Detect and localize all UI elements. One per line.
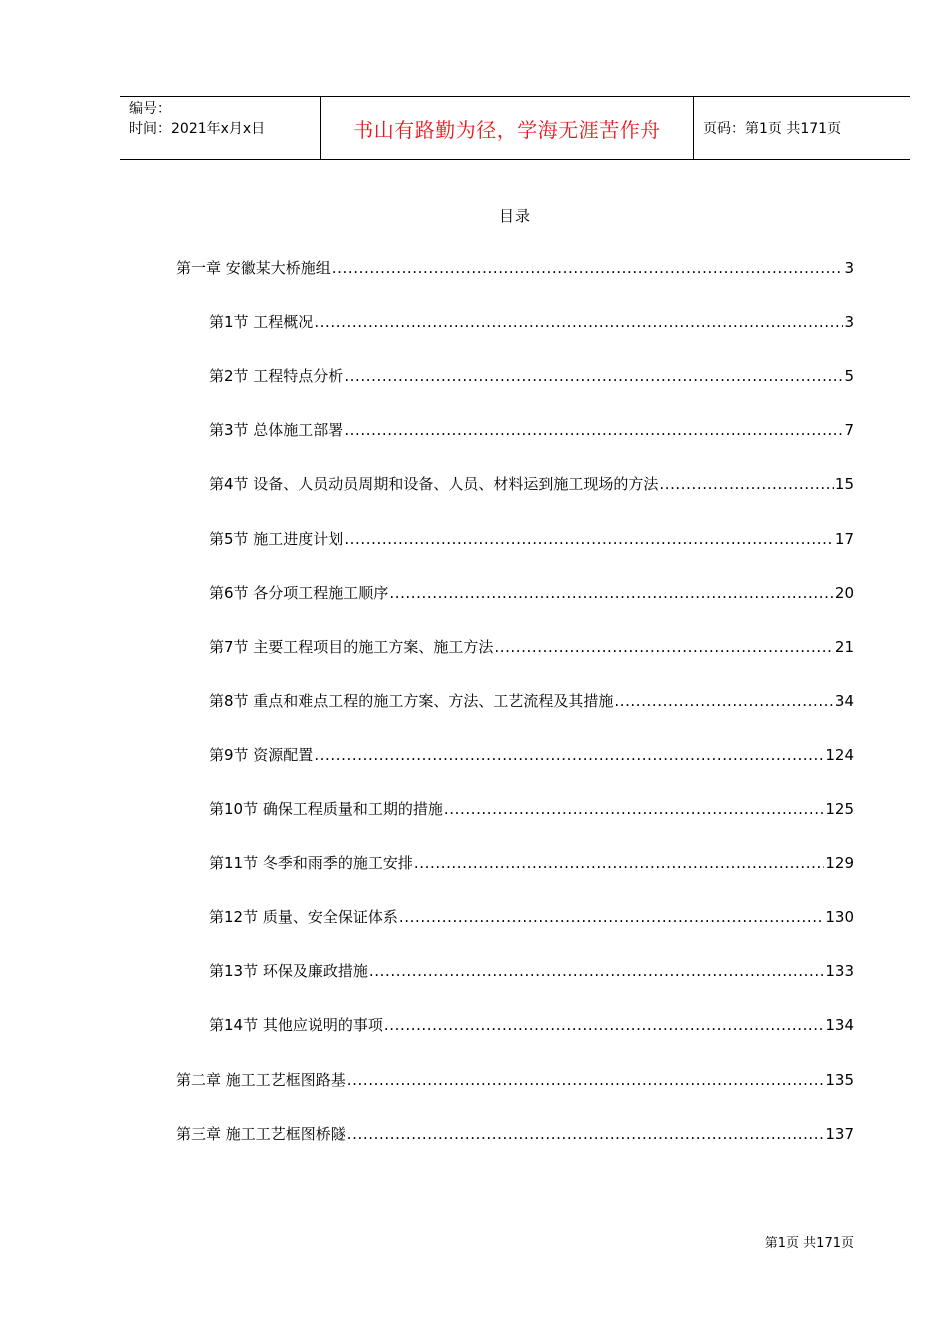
toc-entry-page: 133 [825,962,854,981]
toc-entry-label: 第三章 施工工艺框图桥隧 [176,1124,346,1143]
motto-text: 书山有路勤为径，学海无涯苦作舟 [353,117,661,142]
toc-entry-label: 第13节 环保及廉政措施 [209,962,368,981]
toc-entry-label: 第5节 施工进度计划 [209,529,344,548]
toc-entry-label: 第3节 总体施工部署 [209,421,344,440]
toc-entry-page: 124 [825,745,854,764]
toc-entry[interactable] [209,472,854,496]
toc-entry-page: 134 [825,1016,854,1035]
toc-entry[interactable] [209,527,854,551]
toc-dot-leader [444,797,825,821]
toc-entry-label: 第二章 施工工艺框图路基 [176,1070,346,1089]
toc-entry-page: 7 [844,421,854,440]
toc-dot-leader [347,1068,825,1092]
toc-entry[interactable] [176,256,854,280]
toc-entry[interactable] [209,689,854,713]
toc-entry-page: 5 [844,367,854,386]
header-motto-cell [321,97,694,159]
toc-entry[interactable] [209,797,854,821]
toc-entry-label: 第8节 重点和难点工程的施工方案、方法、工艺流程及其措施 [209,691,614,710]
toc-entry-page: 130 [825,908,854,927]
toc-entry[interactable] [209,635,854,659]
toc-entry[interactable] [176,1122,854,1146]
toc-entry-page: 135 [825,1070,854,1089]
toc-entry-page: 34 [834,691,854,710]
toc-entry[interactable] [209,905,854,929]
toc-entry-page: 3 [844,313,854,332]
toc-dot-leader [414,851,825,875]
document-header [120,96,910,160]
toc-dot-leader [332,256,844,280]
toc-dot-leader [344,364,843,388]
toc-entry-page: 129 [825,854,854,873]
header-left-cell [120,97,321,159]
toc-entry[interactable] [176,1068,854,1092]
toc-dot-leader [347,1122,825,1146]
toc-entry-page: 17 [834,529,854,548]
toc-dot-leader [344,527,834,551]
toc-entry-label: 第6节 各分项工程施工顺序 [209,583,389,602]
serial-label: 编号： [129,101,171,117]
toc-entry[interactable] [209,743,854,767]
toc-entry-label: 第一章 安徽某大桥施组 [176,259,331,277]
toc-entry-page: 15 [834,475,854,494]
toc-dot-leader [659,472,834,496]
toc-entry[interactable] [209,310,854,334]
header-page-cell [694,97,910,159]
toc-entry-label: 第10节 确保工程质量和工期的措施 [209,800,443,818]
toc-entry-page: 20 [834,583,854,602]
toc-entry-label: 第7节 主要工程项目的施工方案、施工方法 [209,637,494,656]
toc-dot-leader [314,743,824,767]
toc-entry-label: 第2节 工程特点分析 [209,367,344,386]
toc-entry-label: 第4节 设备、人员动员周期和设备、人员、材料运到施工现场的方法 [209,475,659,494]
toc-dot-leader [344,418,843,442]
toc-entry[interactable] [209,581,854,605]
toc-entry[interactable] [209,959,854,983]
toc-dot-leader [384,1013,825,1037]
toc-entry-label: 第14节 其他应说明的事项 [209,1016,383,1035]
toc-dot-leader [399,905,825,929]
footer-page-info: 第1页 共171页 [764,1236,854,1251]
toc-entry[interactable] [209,1013,854,1037]
toc-entry-label: 第1节 工程概况 [209,313,314,332]
toc-dot-leader [614,689,834,713]
toc-entry[interactable] [209,418,854,442]
toc-entry[interactable] [209,364,854,388]
toc-entry-label: 第12节 质量、安全保证体系 [209,908,398,927]
toc-entry-page: 125 [825,800,854,818]
toc-entry[interactable] [209,851,854,875]
toc-entry-label: 第11节 冬季和雨季的施工安排 [209,854,413,873]
header-page-info: 页码：第1页 共171页 [703,121,842,137]
toc-entry-page: 3 [844,259,854,277]
toc-title: 目录 [498,207,531,225]
toc-entry-page: 21 [834,637,854,656]
toc-entry-label: 第9节 资源配置 [209,745,314,764]
toc-dot-leader [314,310,843,334]
time-label: 时间：2021年x月x日 [129,121,266,137]
toc-dot-leader [494,635,834,659]
toc-dot-leader [369,959,825,983]
toc-entry-page: 137 [825,1124,854,1143]
toc-dot-leader [389,581,834,605]
